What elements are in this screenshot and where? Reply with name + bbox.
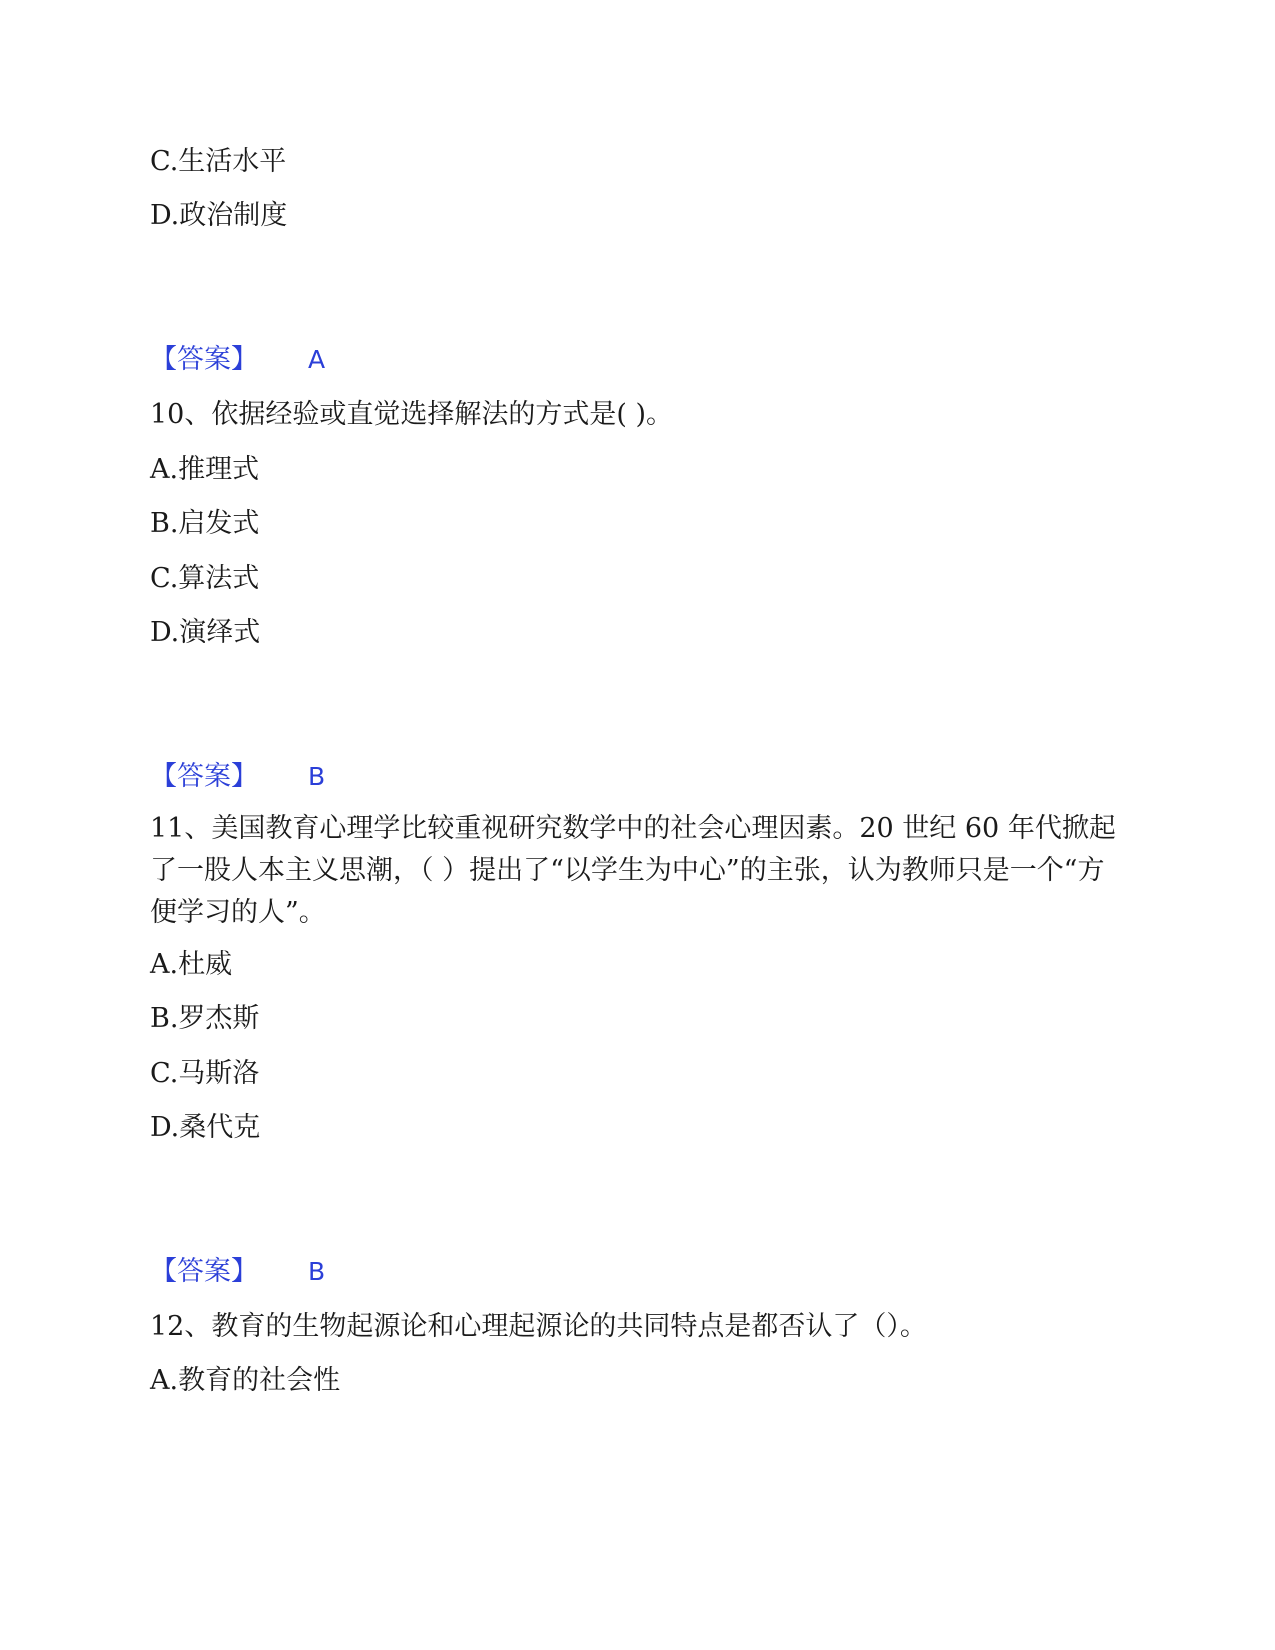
answer-11: [150, 1258, 325, 1286]
q11-option-b: B.罗杰斯: [150, 1003, 260, 1034]
q11-stem: 11、美国教育心理学比较重视研究数学中的社会心理因素。20 世纪 60 年代掀起了一股人本主义思潮，（ ）提出了“以学生为中心”的主张，认为教师只是一个“方便学习的人”。: [150, 813, 1116, 928]
answer-label: 【答案】: [150, 344, 258, 375]
answer-label: 【答案】: [150, 761, 258, 792]
q10-stem: 10、依据经验或直觉选择解法的方式是( )。: [150, 399, 674, 430]
q9-option-c: C.生活水平: [150, 146, 287, 177]
answer-value: B: [308, 762, 326, 791]
answer-value: A: [308, 345, 326, 374]
answer-9: [150, 346, 325, 374]
q10-option-c: C.算法式: [150, 563, 260, 594]
q10-option-d: D.演绎式: [150, 617, 261, 648]
q12-stem: 12、教育的生物起源论和心理起源论的共同特点是都否认了（）。: [150, 1311, 927, 1342]
q12-option-a: A.教育的社会性: [150, 1365, 341, 1396]
q10-option-b: B.启发式: [150, 508, 260, 539]
q9-option-d: D.政治制度: [150, 200, 288, 231]
answer-value: B: [308, 1257, 326, 1286]
q11-option-c: C.马斯洛: [150, 1058, 260, 1089]
q11-option-d: D.桑代克: [150, 1112, 261, 1143]
q11-option-a: A.杜威: [150, 949, 233, 980]
answer-label: 【答案】: [150, 1256, 258, 1287]
answer-10: [150, 763, 325, 791]
q10-option-a: A.推理式: [150, 454, 260, 485]
